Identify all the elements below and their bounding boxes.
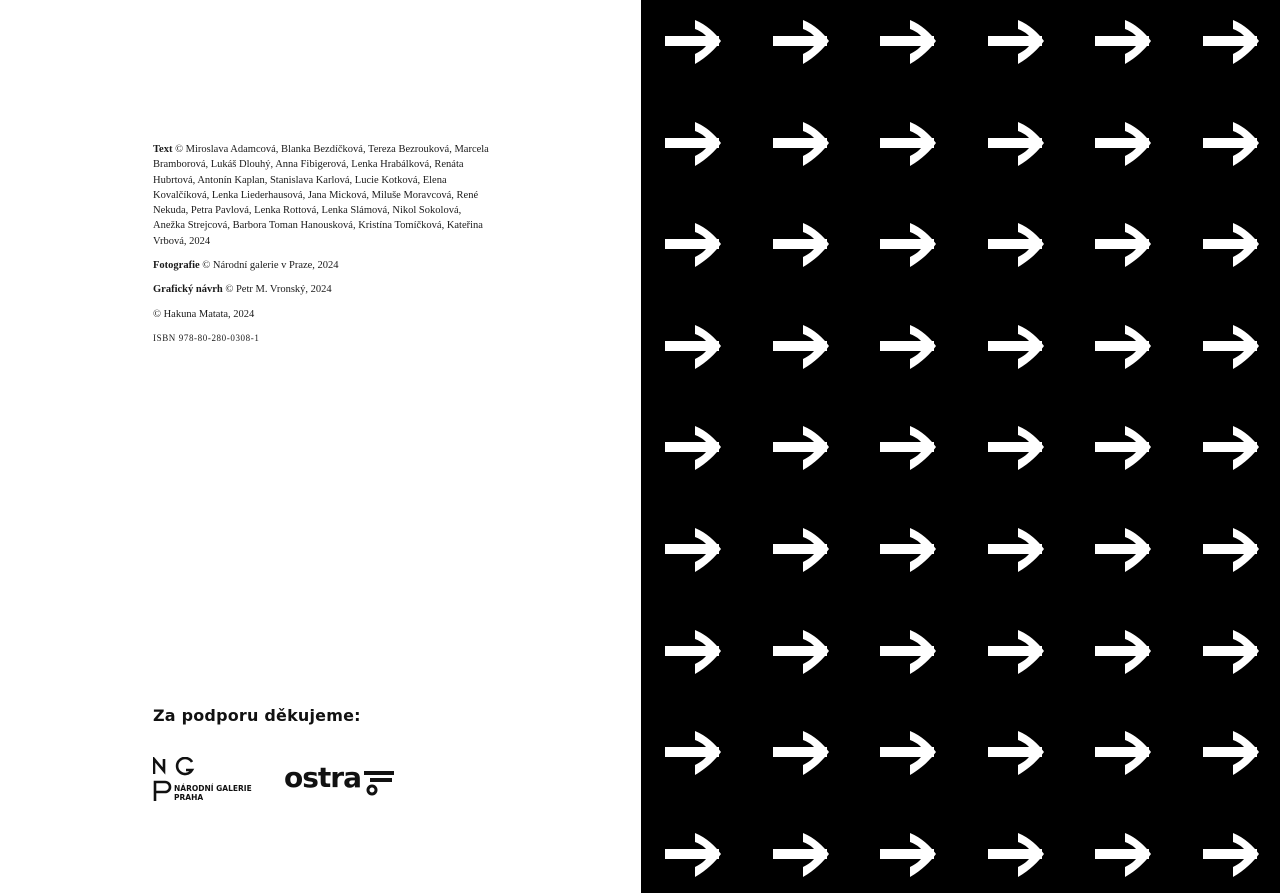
arrow-right-icon xyxy=(773,527,829,573)
arrow-right-icon xyxy=(1203,121,1259,167)
arrow-right-icon xyxy=(988,324,1044,370)
design-body: © Petr M. Vronský, 2024 xyxy=(225,284,332,296)
arrow-right-icon xyxy=(665,527,721,573)
arrow-right-icon xyxy=(880,629,936,675)
ngp-wordmark xyxy=(174,785,252,802)
arrow-right-icon xyxy=(1203,425,1259,471)
arrow-right-icon xyxy=(665,629,721,675)
arrow-right-icon xyxy=(988,425,1044,471)
arrow-right-icon xyxy=(880,527,936,573)
photo-label: Fotografie xyxy=(153,260,200,272)
arrow-right-icon xyxy=(773,19,829,65)
arrow-right-icon xyxy=(773,222,829,268)
support-heading: Za podporu děkujeme: xyxy=(153,706,361,725)
arrow-right-icon xyxy=(665,19,721,65)
photo-body: © Národní galerie v Praze, 2024 xyxy=(202,260,339,272)
arrow-right-icon xyxy=(1203,19,1259,65)
arrow-right-icon xyxy=(1095,730,1151,776)
arrow-right-icon xyxy=(988,121,1044,167)
arrow-right-icon xyxy=(988,527,1044,573)
arrow-right-icon xyxy=(880,730,936,776)
arrow-right-icon xyxy=(773,425,829,471)
colophon xyxy=(153,142,493,355)
ngp-line2: PRAHA xyxy=(174,792,204,802)
text-body: © Miroslava Adamcová, Blanka Bezdíčková, Tereza Bezrouková, Marcela Bramborová, Lukáš Dlouhý, Anna Fibigerová, Lenka Hrabálková, Renáta Hubrtová, Antonín Kaplan, Stanislava Karlová, Lucie Kotková, Elena Kovalčíková, Lenka Liederhausová, Jana Micková, Miluše Moravcová, René Nekuda, Petra Pavlová, Lenka Rottová, Lenka Slámová, Nikol Sokolová, Anežka Strejcová, Barbora Toman Hanousková, Kristína Tomíčková, Kateřina Vrbová, 2024 xyxy=(153,144,489,247)
arrow-right-icon xyxy=(1095,19,1151,65)
arrow-right-icon xyxy=(665,121,721,167)
arrow-right-icon xyxy=(665,425,721,471)
arrow-right-icon xyxy=(1203,832,1259,878)
arrow-right-icon xyxy=(988,832,1044,878)
arrow-right-icon xyxy=(988,222,1044,268)
arrow-right-icon xyxy=(773,324,829,370)
arrow-right-icon xyxy=(1095,425,1151,471)
design-label: Grafický návrh xyxy=(153,284,223,296)
photo-credits xyxy=(153,258,493,273)
arrow-right-icon xyxy=(1095,832,1151,878)
ostra-flag-icon xyxy=(364,767,394,797)
arrow-right-icon xyxy=(988,19,1044,65)
arrow-right-icon xyxy=(1203,324,1259,370)
arrow-right-icon xyxy=(1203,629,1259,675)
arrow-right-icon xyxy=(1095,629,1151,675)
arrow-right-icon xyxy=(1095,324,1151,370)
arrow-right-icon xyxy=(665,730,721,776)
arrow-right-icon xyxy=(1095,121,1151,167)
arrow-right-icon xyxy=(880,324,936,370)
isbn: ISBN 978-80-280-0308-1 xyxy=(153,332,260,343)
text-label: Text xyxy=(153,144,173,155)
ngp-logo xyxy=(153,757,253,805)
arrow-right-icon xyxy=(665,324,721,370)
arrow-right-icon xyxy=(988,730,1044,776)
arrow-right-icon xyxy=(1203,222,1259,268)
arrow-right-icon xyxy=(988,629,1044,675)
publisher-credit: © Hakuna Matata, 2024 xyxy=(153,308,255,320)
arrow-right-icon xyxy=(773,629,829,675)
arrow-right-icon xyxy=(1203,730,1259,776)
arrow-right-icon xyxy=(773,121,829,167)
arrow-right-icon xyxy=(880,19,936,65)
arrow-right-icon xyxy=(880,222,936,268)
ngp-line1: NÁRODNÍ GALERIE xyxy=(174,784,252,793)
arrow-right-icon xyxy=(1095,527,1151,573)
design-credits xyxy=(153,282,493,297)
ostra-wordmark: ostra xyxy=(284,761,361,794)
arrow-right-icon xyxy=(880,121,936,167)
arrow-right-icon xyxy=(665,222,721,268)
arrow-right-icon xyxy=(880,425,936,471)
text-credits xyxy=(153,142,493,249)
arrow-pattern-page xyxy=(641,0,1280,893)
arrow-right-icon xyxy=(880,832,936,878)
arrow-right-icon xyxy=(665,832,721,878)
arrow-right-icon xyxy=(773,832,829,878)
arrow-right-icon xyxy=(1203,527,1259,573)
arrow-right-icon xyxy=(773,730,829,776)
ostra-logo xyxy=(284,762,399,798)
arrow-right-icon xyxy=(1095,222,1151,268)
